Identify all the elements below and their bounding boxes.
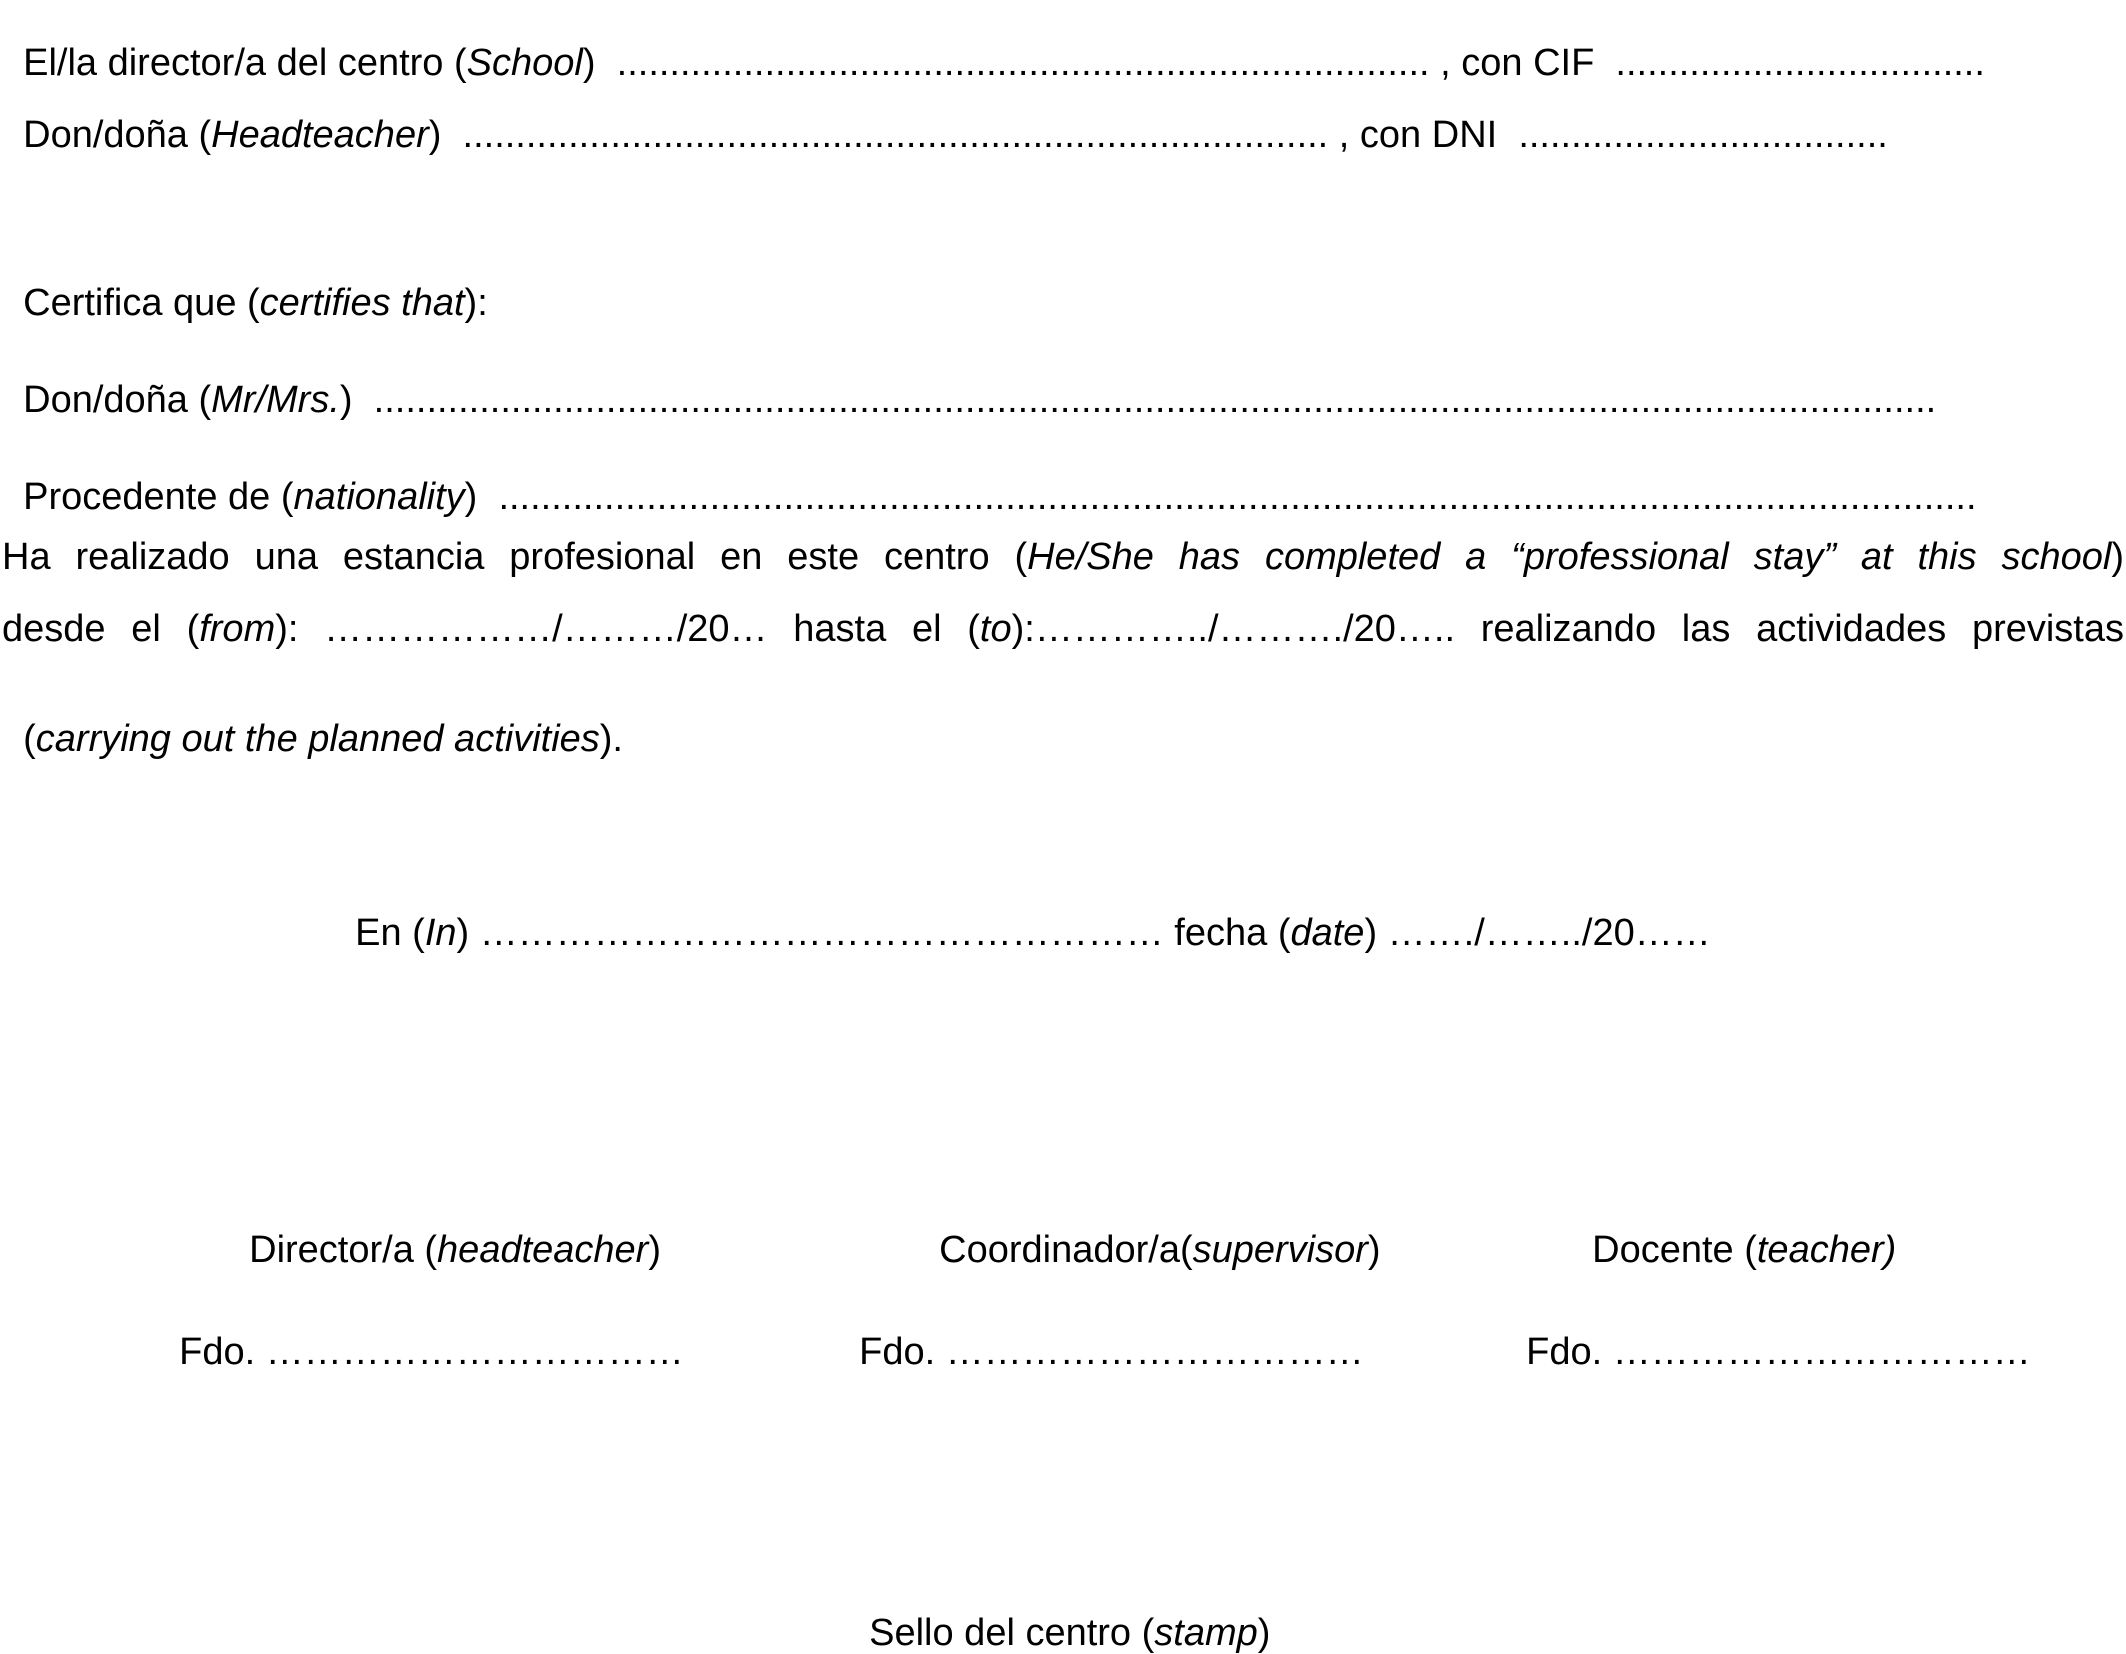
person-label-close: ) bbox=[339, 379, 374, 421]
nationality-label-en: nationality bbox=[293, 476, 465, 518]
signature-title-supervisor bbox=[918, 1193, 1381, 1269]
place-label: En ( bbox=[355, 912, 425, 954]
stay-text: Ha realizado una estancia profesional en este centro ( bbox=[2, 536, 1028, 578]
headteacher-label: Don/doña ( bbox=[23, 114, 212, 156]
signature-line[interactable]: Fdo. …………………………… bbox=[1526, 1331, 2031, 1373]
activities-close: ). bbox=[599, 718, 623, 760]
stamp-text-en: stamp bbox=[1154, 1612, 1258, 1654]
school-label-close: ) bbox=[582, 42, 617, 84]
to-label-en: to bbox=[979, 608, 1012, 650]
date-label-en: date bbox=[1290, 912, 1365, 954]
signature-title-text: Docente ( bbox=[1592, 1229, 1757, 1271]
nationality-label-close: ) bbox=[464, 476, 499, 518]
certify-label: Certifica que ( bbox=[23, 282, 260, 324]
school-field[interactable]: ............................................................................. bbox=[616, 42, 1430, 84]
signature-line[interactable]: Fdo. …………………………… bbox=[179, 1331, 684, 1373]
person-label: Don/doña ( bbox=[23, 379, 212, 421]
stamp-label bbox=[848, 1576, 1270, 1652]
signature-title-close: ) bbox=[1367, 1229, 1381, 1271]
nationality-line bbox=[2, 440, 1977, 516]
school-label-en: School bbox=[466, 42, 583, 84]
school-label: El/la director/a del centro ( bbox=[23, 42, 467, 84]
signature-line[interactable]: Fdo. …………………………… bbox=[859, 1331, 1364, 1373]
school-line bbox=[2, 6, 1985, 82]
stamp-text: Sello del centro ( bbox=[869, 1612, 1155, 1654]
certify-label-close: ): bbox=[464, 282, 488, 324]
date-range-field[interactable]: ): ………………/………/20… hasta el ( bbox=[275, 608, 980, 650]
stay-line-1 bbox=[2, 538, 2124, 576]
activities-text-en: carrying out the planned activities bbox=[35, 718, 600, 760]
signature-field-headteacher[interactable] bbox=[158, 1295, 684, 1371]
cif-field[interactable]: ................................... bbox=[1615, 42, 1985, 84]
nationality-field[interactable]: ............................................................................................................................................ bbox=[498, 476, 1977, 518]
place-label-en: In bbox=[424, 912, 457, 954]
signature-title-text: Director/a ( bbox=[249, 1229, 438, 1271]
headteacher-label-close: ) bbox=[428, 114, 463, 156]
signature-title-en: supervisor bbox=[1192, 1229, 1368, 1271]
date-to-field[interactable]: ):…………../………./20….. realizando las actividades previstas bbox=[1011, 608, 2124, 650]
signature-title-headteacher bbox=[228, 1193, 661, 1269]
cif-label: , con CIF bbox=[1429, 42, 1616, 84]
signature-title-close: ) bbox=[648, 1229, 661, 1271]
place-field[interactable]: ) ……………………………………………… fecha ( bbox=[456, 912, 1291, 954]
signature-title-en: headteacher bbox=[437, 1229, 649, 1271]
signature-field-teacher[interactable] bbox=[1505, 1295, 2031, 1371]
dni-label: , con DNI bbox=[1328, 114, 1519, 156]
from-label-en: from bbox=[199, 608, 276, 650]
certify-heading bbox=[2, 246, 488, 322]
dni-field[interactable]: ................................... bbox=[1518, 114, 1888, 156]
signature-title-en: teacher) bbox=[1756, 1229, 1897, 1271]
stay-text-close: ) bbox=[2111, 536, 2124, 578]
date-field[interactable]: ) ……./……../20…… bbox=[1364, 912, 1711, 954]
activities-open: ( bbox=[23, 718, 36, 760]
stay-text-en: He/She has completed a “professional stay” at this school bbox=[1027, 536, 2112, 578]
headteacher-label-en: Headteacher bbox=[211, 114, 429, 156]
person-field[interactable]: .................................................................................................................................................... bbox=[373, 379, 1937, 421]
from-label: desde el ( bbox=[2, 608, 200, 650]
certify-label-en: certifies that bbox=[259, 282, 465, 324]
person-line bbox=[2, 343, 1936, 419]
headteacher-field[interactable]: .................................................................................. bbox=[462, 114, 1329, 156]
stay-line-3 bbox=[2, 682, 623, 758]
nationality-label: Procedente de ( bbox=[23, 476, 294, 518]
headteacher-line bbox=[2, 78, 1888, 154]
person-label-en: Mr/Mrs. bbox=[211, 379, 340, 421]
stay-line-2 bbox=[2, 610, 2124, 648]
signature-title-text: Coordinador/a( bbox=[939, 1229, 1193, 1271]
stamp-text-close: ) bbox=[1257, 1612, 1271, 1654]
signature-title-teacher bbox=[1571, 1193, 1896, 1269]
signature-field-supervisor[interactable] bbox=[838, 1295, 1364, 1371]
place-date-line bbox=[334, 876, 1711, 952]
